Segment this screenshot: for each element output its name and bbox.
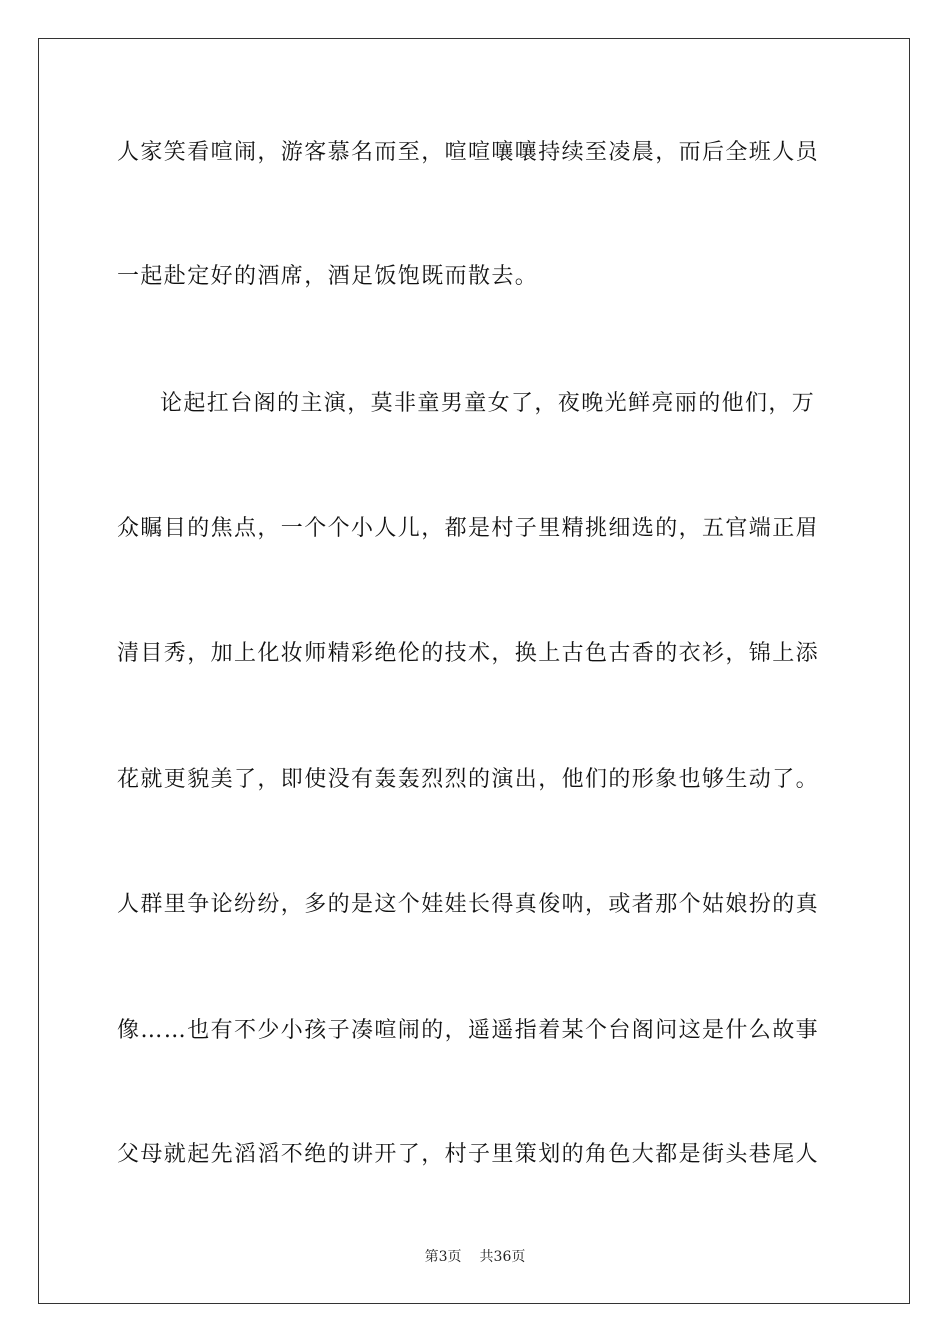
page-number: 第3页 — [424, 1249, 462, 1265]
text-line: 清目秀，加上化妆师精彩绝伦的技术，换上古色古香的衣衫，锦上添 — [117, 641, 820, 666]
total-pages: 共36页 — [479, 1249, 526, 1265]
text-line: 花就更貌美了，即使没有轰轰烈烈的演出，他们的形象也够生动了。 — [117, 767, 820, 792]
text-line: 一起赴定好的酒席，酒足饭饱既而散去。 — [117, 264, 539, 289]
text-line: 人家笑看喧闹，游客慕名而至，喧喧嚷嚷持续至凌晨，而后全班人员 — [117, 140, 820, 165]
text-line: 人群里争论纷纷，多的是这个娃娃长得真俊呐，或者那个姑娘扮的真 — [117, 892, 820, 917]
page-border — [38, 38, 910, 1304]
text-line: 父母就起先滔滔不绝的讲开了，村子里策划的角色大都是街头巷尾人 — [117, 1142, 820, 1167]
page-footer — [0, 1248, 950, 1266]
text-line-paragraph-start: 论起扛台阁的主演，莫非童男童女了，夜晚光鲜亮丽的他们，万 — [160, 391, 816, 416]
text-line: 像……也有不少小孩子凑喧闹的，遥遥指着某个台阁问这是什么故事 — [117, 1018, 820, 1043]
text-line: 众瞩目的焦点，一个个小人儿，都是村子里精挑细选的，五官端正眉 — [117, 516, 820, 541]
